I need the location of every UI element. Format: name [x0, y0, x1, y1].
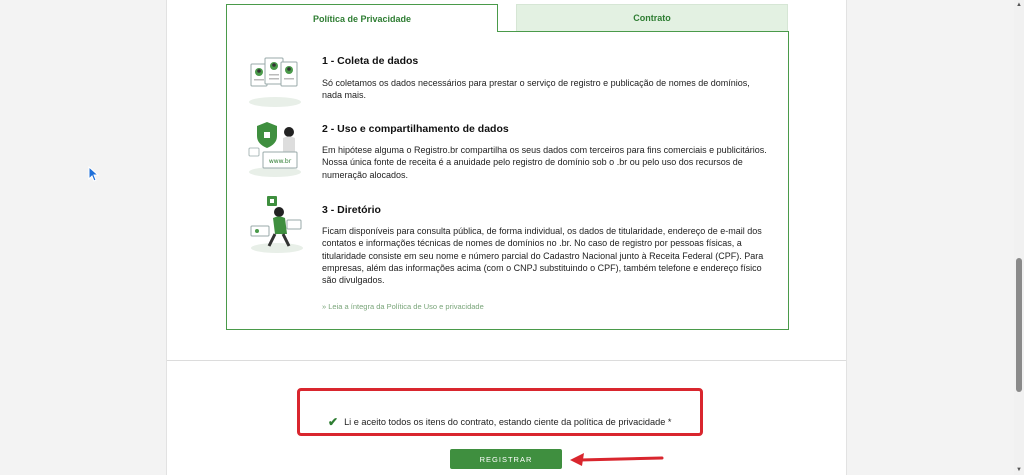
svg-text:www.br: www.br [268, 158, 292, 165]
documents-icon [245, 50, 307, 112]
scrollbar-thumb[interactable] [1016, 258, 1022, 392]
shield-domain-icon [245, 118, 307, 180]
section-body: Em hipótese alguma o Registro.br compartilha os seus dados com terceiros para fins comerciais e publicitários. Nossa única fonte de receita é a anuidade pelo registro de domínio sob o .br ou pelo uso dos recursos de numeração alocados. [322, 145, 767, 180]
section-body: Só coletamos os dados necessários para prestar o serviço de registro e publicação de nomes de domínios, nada mais. [322, 78, 750, 101]
section-body: Ficam disponíveis para consulta pública, de forma individual, os dados de titularidade, endereço de e-mail dos contatos e informações técnicas de nomes de domínios no .br. No caso de registro por pessoas físicas, a titularidade consiste em seu nome e número parcial do Cadastro Nacional junto à Receita Federal (CPF). Para empresas, além das informações acima (com o CNPJ substituindo o CPF), também telefone e endereço físico são divulgados. [322, 226, 764, 286]
agreement-checkbox[interactable] [328, 415, 671, 429]
agreement-label: Li e aceito todos os itens do contrato, estando ciente da política de privacidade * [344, 417, 672, 427]
section-title: 1 - Coleta de dados [322, 55, 419, 67]
vertical-scrollbar[interactable] [1014, 0, 1024, 475]
privacy-policy-panel [226, 31, 789, 330]
scroll-up-icon[interactable]: ▲ [1016, 2, 1022, 8]
section-title: 3 - Diretório [322, 204, 381, 216]
checkmark-icon: ✔ [328, 415, 339, 429]
section-title: 2 - Uso e compartilhamento de dados [322, 123, 509, 135]
mouse-cursor-icon [88, 166, 100, 182]
red-arrow-icon [568, 450, 664, 466]
divider [167, 360, 846, 361]
read-full-policy-link[interactable]: » Leia a íntegra da Política de Uso e privacidade [322, 302, 484, 311]
register-button[interactable]: REGISTRAR [450, 449, 562, 469]
person-laptop-icon [245, 192, 307, 254]
tab-privacy-policy[interactable]: Política de Privacidade [226, 4, 498, 32]
tab-contract[interactable]: Contrato [516, 4, 788, 31]
scroll-down-icon[interactable]: ▼ [1016, 467, 1022, 473]
